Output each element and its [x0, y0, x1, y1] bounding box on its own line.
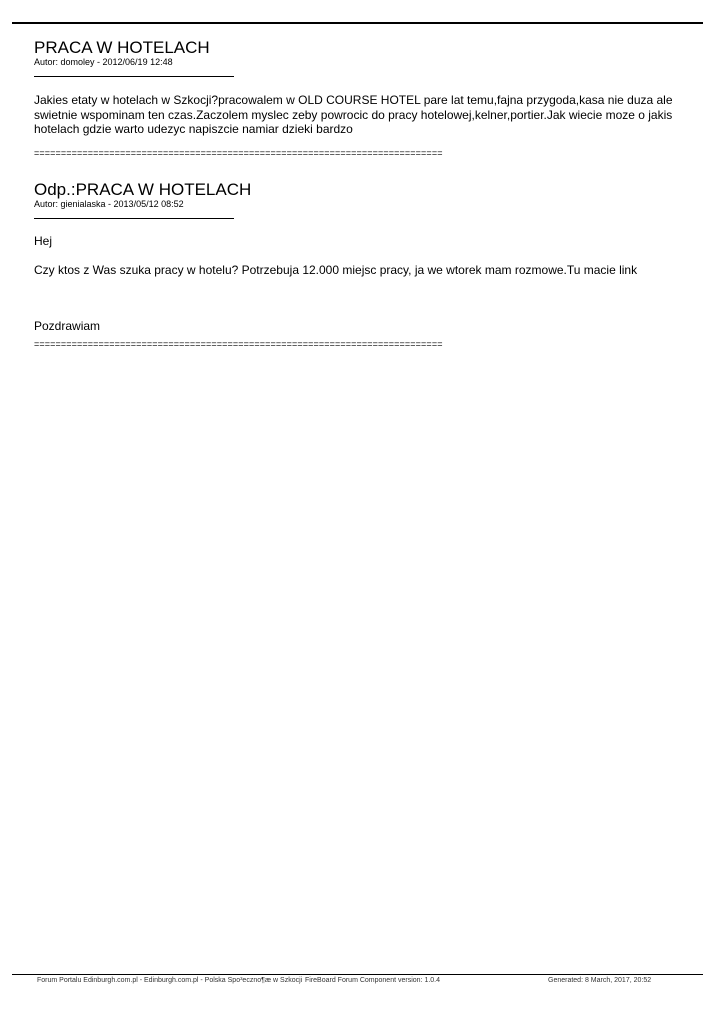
post-paragraph: Jakies etaty w hotelach w Szkocji?pracowalem w OLD COURSE HOTEL pare lat temu,fajna przygoda,kasa nie duza ale swietnie wspominam ten czas.Zaczolem myslec zeby powrocic do pracy hotelowej,kelner,portier.Jak wiecie moze o jakis hotelach gdzie warto udezyc napiszcie namiar dzieki bardzo: [34, 93, 673, 136]
post-author-meta: Autor: gienialaska - 2013/05/12 08:52: [34, 199, 184, 209]
meta-divider: [34, 76, 234, 77]
footer-generated-date: Generated: 8 March, 2017, 20:52: [548, 977, 652, 984]
post-paragraph: Pozdrawiam: [34, 319, 101, 333]
meta-divider: [34, 218, 234, 219]
post-paragraph: Czy ktos z Was szuka pracy w hotelu? Potrzebuja 12.000 miejsc pracy, ja we wtorek mam rozmowe.Tu macie link: [34, 262, 638, 277]
post-title: PRACA W HOTELACH: [34, 38, 210, 57]
post-separator: ============================================================================: [34, 338, 443, 349]
post-separator: ============================================================================: [34, 147, 443, 158]
post-author-meta: Autor: domoley - 2012/06/19 12:48: [34, 57, 173, 67]
forum-post: [34, 39, 694, 158]
footer-rule: [12, 974, 703, 975]
post-paragraph: Hej: [34, 234, 53, 248]
footer-site-name: Forum Portalu Edinburgh.com.pl - Edinburgh.com.pl - Polska Spo³eczno¶æ w Szkocji: [37, 977, 303, 984]
footer-component-version: FireBoard Forum Component version: 1.0.4: [305, 977, 441, 984]
post-body: [34, 234, 694, 334]
post-body: [34, 93, 689, 137]
top-rule: [12, 22, 703, 24]
forum-post: [34, 181, 694, 349]
post-title: Odp.:PRACA W HOTELACH: [34, 180, 252, 199]
page-footer: [0, 977, 725, 987]
